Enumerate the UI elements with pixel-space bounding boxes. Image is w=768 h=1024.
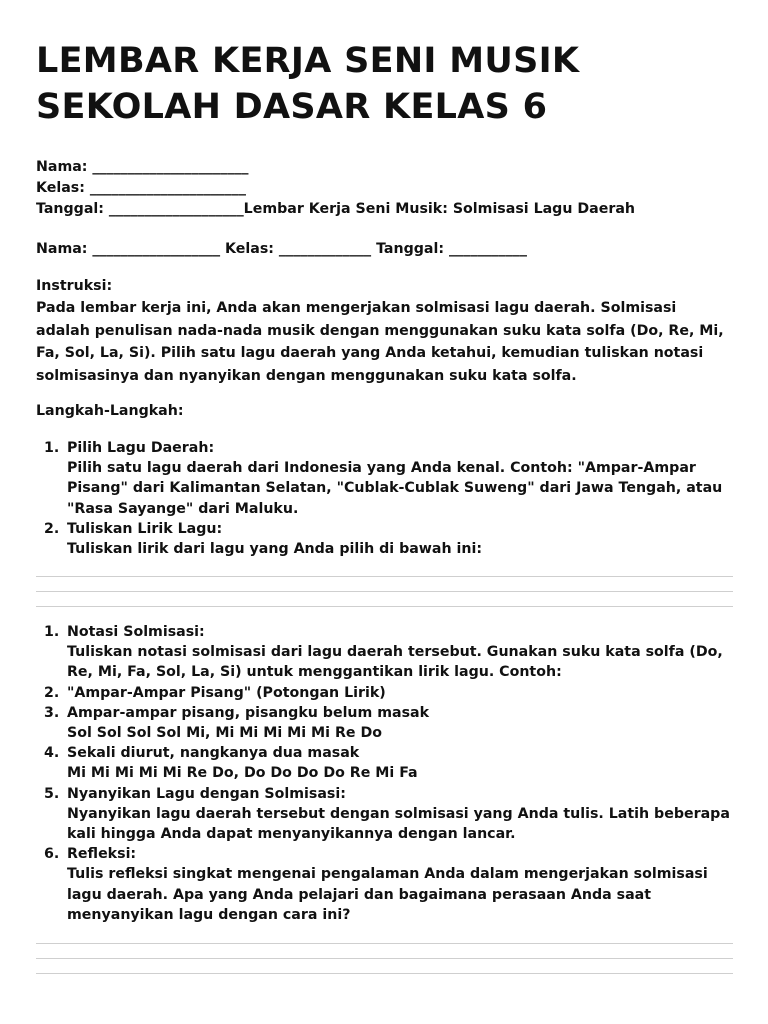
- answer-line[interactable]: [36, 591, 733, 592]
- list-number: 2.: [44, 520, 60, 537]
- instructions-text: Pada lembar kerja ini, Anda akan mengerjakan solmisasi lagu daerah. Solmisasi adalah penulisan nada-nada musik dengan menggunakan suku kata solfa (Do, Re, Mi, Fa, Sol, La, Si). Pilih satu lagu daerah yang Anda ketahui, kemudian tuliskan notasi solmisasinya dan nyanyikan dengan menggunakan suku kata solfa.: [36, 300, 724, 384]
- list-number: 2.: [44, 684, 60, 701]
- list-item-text: Mi Mi Mi Mi Mi Re Do, Do Do Do Do Re Mi Fa: [67, 765, 418, 782]
- list-item: [36, 622, 733, 683]
- list-number: 5.: [44, 785, 60, 802]
- list-number: 3.: [44, 704, 60, 721]
- list-item-title: Ampar-ampar pisang, pisangku belum masak: [67, 704, 430, 721]
- list-item: [36, 703, 733, 743]
- list-number: 1.: [44, 440, 60, 456]
- list-item-title: Refleksi:: [67, 846, 137, 863]
- list-number: 4.: [44, 745, 60, 762]
- steps-label: Langkah-Langkah:: [36, 403, 184, 419]
- list-number: 6.: [44, 846, 60, 863]
- list-item-text: Tulis refleksi singkat mengenai pengalaman Anda dalam mengerjakan solmisasi lagu daerah. Apa yang Anda pelajari dan bagaimana perasaan Anda saat menyanyikan lagu dengan cara ini?: [67, 866, 708, 923]
- answer-line[interactable]: [36, 958, 733, 959]
- list-item-title: Pilih Lagu Daerah:: [67, 440, 215, 456]
- answer-line[interactable]: [36, 973, 733, 974]
- steps-list-first: [36, 438, 733, 559]
- info-line: Nama: __________________ Kelas: _____________ Tanggal: ___________: [36, 241, 527, 257]
- name-field-line: Nama: ______________________: [36, 159, 249, 175]
- list-item-text: Pilih satu lagu daerah dari Indonesia yang Anda kenal. Contoh: "Ampar-Ampar Pisang" dari Kalimantan Selatan, "Cublak-Cublak Suweng" dari Jawa Tengah, atau "Rasa Sayange" dari Maluku.: [67, 460, 723, 517]
- answer-line[interactable]: [36, 606, 733, 607]
- list-item: [36, 683, 733, 703]
- list-item-text: Tuliskan notasi solmisasi dari lagu daerah tersebut. Gunakan suku kata solfa (Do, Re, Mi, Fa, Sol, La, Si) untuk menggantikan lirik lagu. Contoh:: [67, 644, 723, 681]
- answer-line[interactable]: [36, 576, 733, 577]
- class-field-line: Kelas: ______________________: [36, 180, 246, 196]
- list-item: [36, 743, 733, 783]
- page-title: LEMBAR KERJA SENI MUSIK SEKOLAH DASAR KELAS 6: [36, 41, 580, 127]
- list-item-title: Tuliskan Lirik Lagu:: [67, 520, 223, 537]
- answer-line[interactable]: [36, 943, 733, 944]
- list-item: [36, 438, 733, 519]
- list-item-title: "Ampar-Ampar Pisang" (Potongan Lirik): [67, 684, 386, 701]
- header-fields: [36, 157, 733, 220]
- list-item-title: Sekali diurut, nangkanya dua masak: [67, 745, 360, 762]
- instructions-label: Instruksi:: [36, 278, 113, 294]
- list-item-title: Notasi Solmisasi:: [67, 624, 205, 640]
- list-item: [36, 784, 733, 845]
- list-item-text: Sol Sol Sol Sol Mi, Mi Mi Mi Mi Mi Re Do: [67, 725, 382, 742]
- list-item-text: Tuliskan lirik dari lagu yang Anda pilih di bawah ini:: [67, 541, 483, 558]
- list-item-text: Nyanyikan lagu daerah tersebut dengan solmisasi yang Anda tulis. Latih beberapa kali hingga Anda dapat menyanyikannya dengan lancar.: [67, 805, 730, 843]
- steps-list-second: [36, 622, 733, 925]
- list-item: [36, 519, 733, 559]
- list-item: [36, 844, 733, 925]
- list-number: 1.: [44, 624, 60, 640]
- list-item-title: Nyanyikan Lagu dengan Solmisasi:: [67, 785, 346, 802]
- date-field-line: Tanggal: ___________________Lembar Kerja Seni Musik: Solmisasi Lagu Daerah: [36, 201, 636, 217]
